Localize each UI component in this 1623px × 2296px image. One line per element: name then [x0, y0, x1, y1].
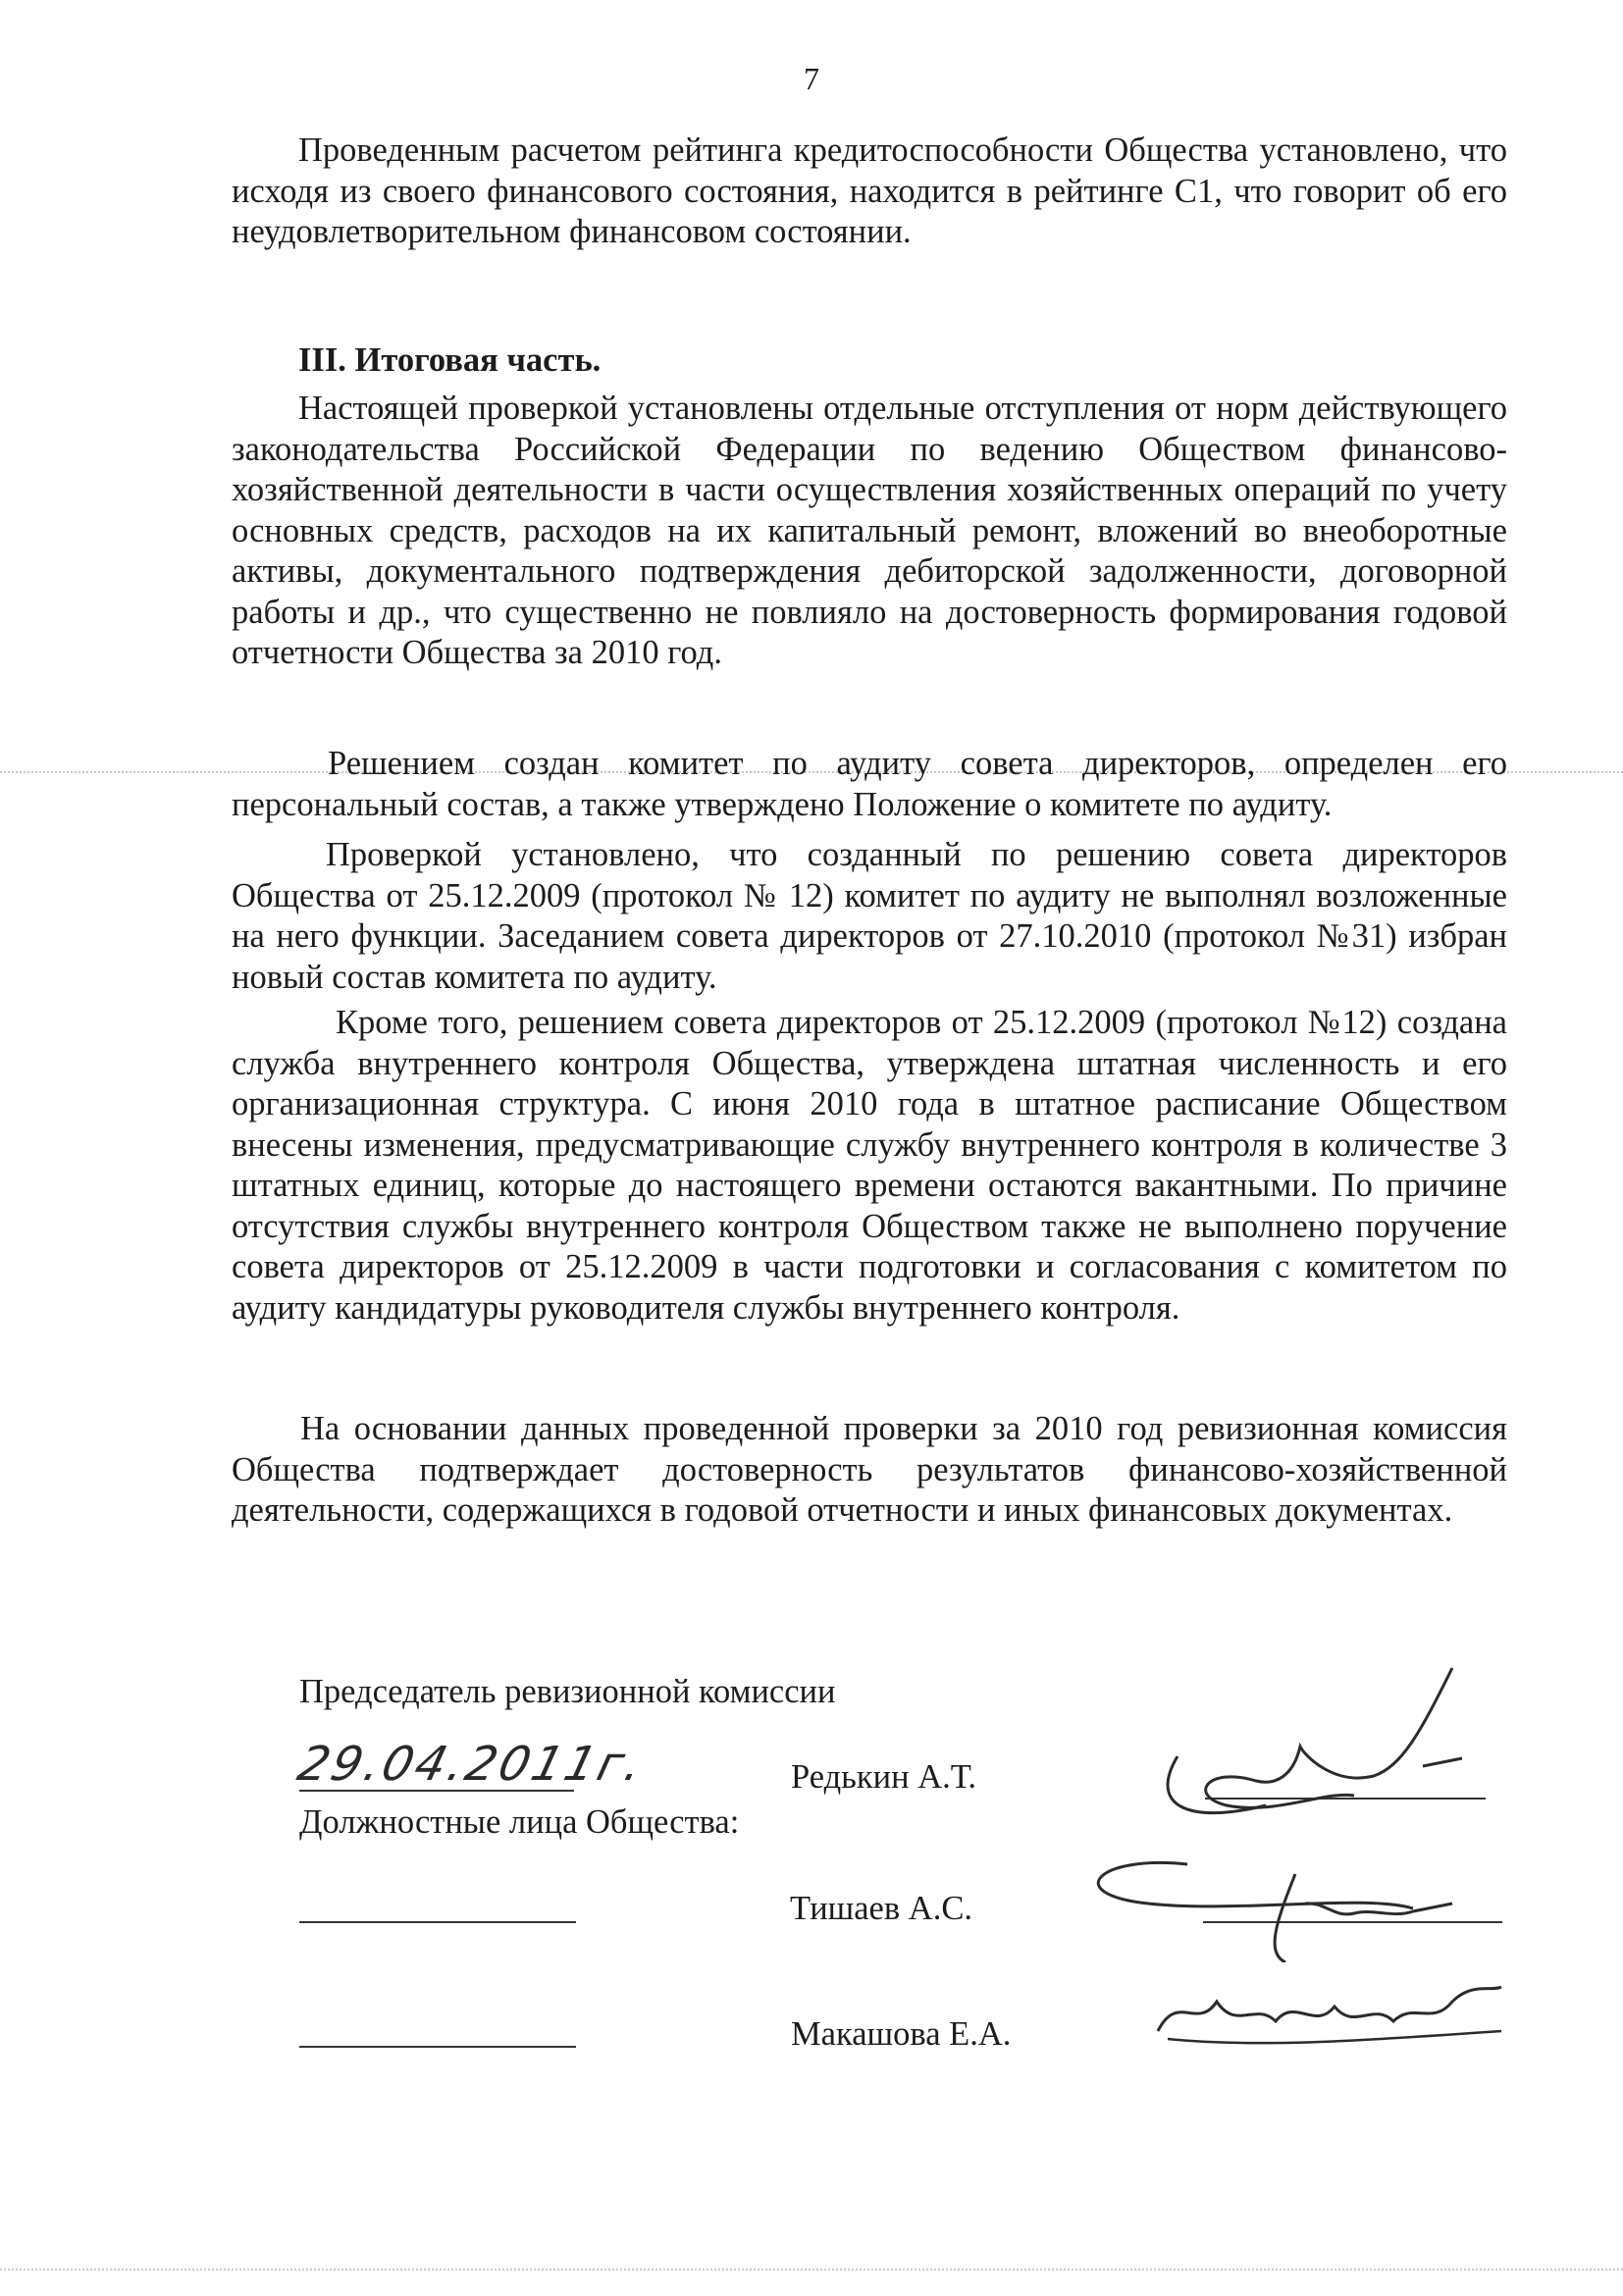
official-1-signature — [1040, 1825, 1511, 1962]
check-paragraph: Проверкой установлено, что созданный по решению совета директоров Общества от 25.12.2009 (протокол № 12) комитет по аудиту не выполнял возложенные на него функции. Заседанием совета директоров от 27.10.2010 (протокол №31) избран новый состав комитета по аудиту. — [232, 836, 1507, 996]
official-2-name: Макашова Е.А. — [791, 2015, 1012, 2053]
signature-line-official-2 — [299, 2046, 576, 2048]
official-2-signature — [1148, 1962, 1521, 2070]
page-number: 7 — [804, 61, 819, 96]
conclusion-paragraph: На основании данных проведенной проверки за 2010 год ревизионная комиссия Общества подтверждает достоверность результатов финансово-хозяйственной деятельности, содержащихся в годовой отчетности и иных финансовых документах. — [232, 1410, 1507, 1529]
officials-label: Должностные лица Общества: — [299, 1803, 740, 1841]
section-heading: III. Итоговая часть. — [298, 341, 602, 379]
scan-bottom-dotted-line — [0, 2269, 1623, 2270]
chairman-title: Председатель ревизионной комиссии — [299, 1673, 836, 1710]
internal-control-paragraph: Кроме того, решением совета директоров от 25.12.2009 (протокол №12) создана служба внутреннего контроля Общества, утверждена штатная численность и его организационная структура. С июня 2010 года в штатное расписание Обществом внесены изменения, предусматривающие службу внутреннего контроля в количестве 3 штатных единиц, которые до настоящего времени остаются вакантными. По причине отсутствия службы внутреннего контроля Обществом также не выполнено поручение совета директоров от 25.12.2009 в части подготовки и согласования с комитетом по аудиту кандидатуры руководителя службы внутреннего контроля. — [232, 1004, 1507, 1327]
signature-line-official-1 — [299, 1921, 576, 1923]
chairman-name: Редькин А.Т. — [791, 1758, 976, 1796]
findings-paragraph: Настоящей проверкой установлены отдельные отступления от норм действующего законодательства Российской Федерации по ведению Обществом финансово-хозяйственной деятельности в части осуществления хозяйственных операций по учету основных средств, расходов на их капитальный ремонт, вложений во внеоборотные активы, документального подтверждения дебиторской задолженности, договорной работы и др., что существенно не повлияло на достоверность формирования годовой отчетности Общества за 2010 год. — [232, 390, 1507, 671]
date-underline — [299, 1790, 574, 1792]
official-1-name: Тишаев А.С. — [790, 1890, 972, 1927]
rating-paragraph: Проведенным расчетом рейтинга кредитоспособности Общества установлено, что исходя из своего финансового состояния, находится в рейтинге С1, что говорит об его неудовлетворительном финансовом состоянии. — [232, 131, 1507, 250]
handwritten-date: 29.04.2011г. — [292, 1737, 652, 1792]
committee-paragraph: Решением создан комитет по аудиту совета директоров, определен его персональный состав, а также утверждено Положение о комитете по аудиту. — [232, 745, 1507, 823]
chairman-signature — [1128, 1648, 1521, 1845]
